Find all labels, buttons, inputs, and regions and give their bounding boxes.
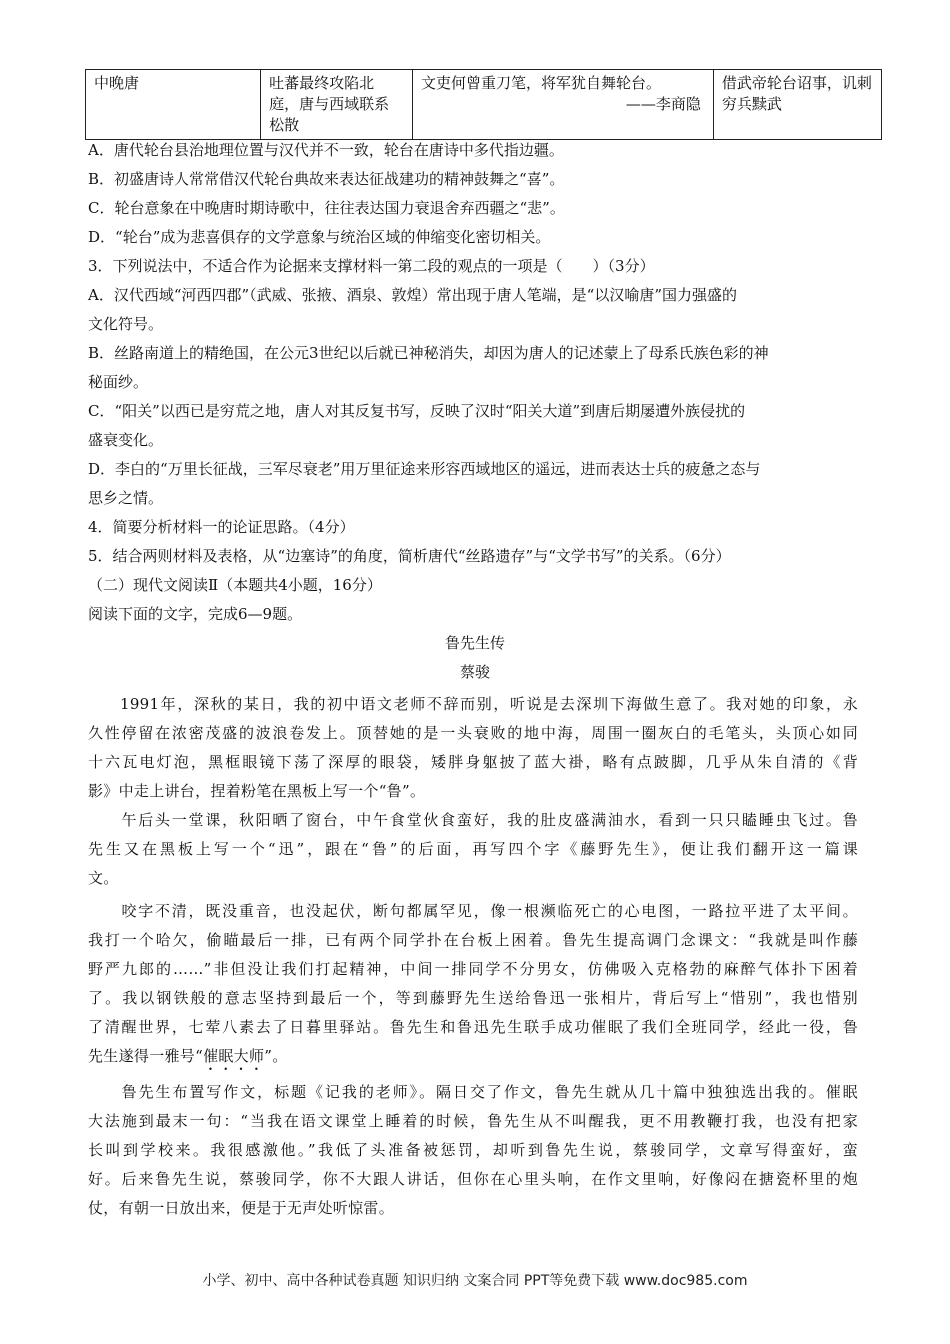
paragraph-line: 文。 — [88, 869, 119, 887]
q4: 4．简要分析材料一的论证思路。（4分） — [88, 518, 355, 536]
q3-option-b: B．丝路南道上的精绝国，在公元3世纪以后就已神秘消失，却因为唐人的记述蒙上了母系氏族色彩的神 — [88, 344, 769, 362]
table-row — [86, 70, 882, 140]
q3-option-a: A．汉代西域“河西四郡”（武威、张掖、酒泉、敦煌）常出现于唐人笔端，是“以汉喻唐”国力强盛的 — [88, 286, 738, 304]
paragraph-line: 1991年，深秋的某日，我的初中语文老师不辞而别，听说是去深圳下海做生意了。我对她的印象，永 — [120, 695, 858, 713]
paragraph-line: 了清醒世界，七荤八素去了日暮里驿站。鲁先生和鲁迅先生联手成功催眠了我们全班同学，经此一役，鲁 — [88, 1018, 858, 1036]
table-cell-period: 中晚唐 — [86, 70, 261, 140]
q3-option-c: C．“阳关”以西已是穷荒之地，唐人对其反复书写，反映了汉时“阳关大道”到唐后期屡遭外族侵扰的 — [88, 402, 746, 420]
q2-option-a: A．唐代轮台县治地理位置与汉代并不一致，轮台在唐诗中多代指边疆。 — [88, 141, 564, 159]
q5: 5．结合两则材料及表格，从“边塞诗”的角度，简析唐代“丝路遗存”与“文学书写”的关系。（6分） — [88, 547, 731, 565]
article-title: 鲁先生传 — [444, 634, 505, 652]
poem-author: ——李商隐 — [625, 95, 701, 113]
paragraph-line: 鲁先生布置写作文，标题《记我的老师》。隔日交了作文，鲁先生就从几十篇中独独选出我的。催眠 — [120, 1083, 858, 1101]
q3-option-b-cont: 秘面纱。 — [88, 373, 149, 391]
paragraph-line: 久性停留在浓密茂盛的波浪卷发上。顶替她的是一头衰败的地中海，周围一圈灰白的毛笔头，头顶心如同 — [88, 724, 858, 742]
q3-option-d-cont: 思乡之情。 — [88, 489, 164, 507]
page-footer: 小学、初中、高中各种试卷真题 知识归纳 文案合同 PPT等免费下载 www.doc985.com — [202, 1273, 748, 1289]
q3-option-c-cont: 盛衰变化。 — [88, 431, 164, 449]
paragraph-line: 十六瓦电灯泡，黑框眼镜下荡了深厚的眼袋，矮胖身躯披了蓝大褂，略有点跛脚，几乎从朱自清的《背 — [88, 753, 858, 771]
article-paragraph-4 — [88, 1078, 858, 1223]
paragraph-line: 长叫到学校来。我很感激他。”我低了头准备被惩罚，却听到鲁先生说，蔡骏同学，文章写得蛮好，蛮 — [88, 1141, 858, 1159]
paragraph-line: 了。我以钢铁般的意志坚持到最后一个，等到藤野先生送给鲁迅一张相片，背后写上“惜别”，我也惜别 — [88, 989, 858, 1007]
q2-option-d: D．“轮台”成为悲喜俱存的文学意象与统治区域的伸缩变化密切相关。 — [88, 228, 551, 246]
q2-option-b: B．初盛唐诗人常常借汉代轮台典故来表达征战建功的精神鼓舞之“喜”。 — [88, 170, 565, 188]
q3-stem: 3．下列说法中，不适合作为论据来支撑材料一第二段的观点的一项是（ ）（3分） — [88, 257, 655, 275]
paragraph-line: 大法施到最末一句：“当我在语文课堂上睡着的时候，鲁先生从不叫醒我，更不用教鞭打我，也没有把家 — [88, 1112, 858, 1130]
article-author: 蔡骏 — [459, 663, 490, 681]
q2-option-c: C．轮台意象在中晚唐时期诗歌中，往往表达国力衰退舍弃西疆之“悲”。 — [88, 199, 565, 217]
article-paragraph-2 — [88, 806, 858, 893]
paragraph-line: 影》中走上讲台，捏着粉笔在黑板上写一个“鲁”。 — [88, 782, 426, 800]
emphasized-nickname: 催眠大师 — [203, 1047, 265, 1065]
article-paragraph-3 — [88, 897, 858, 1071]
paragraph-line: 咬字不清，既没重音，也没起伏，断句都属罕见，像一根濒临死亡的心电图，一路拉平进了太平间。 — [120, 902, 858, 920]
q3-option-d: D．李白的“万里长征战，三军尽衰老”用万里征途来形容西域地区的遥远，进而表达士兵的疲惫之态与 — [88, 460, 761, 478]
section-heading: （二）现代文阅读Ⅱ（本题共4小题，16分） — [88, 576, 382, 594]
table-cell-poem — [413, 70, 714, 140]
paragraph-line: 先生又在黑板上写一个“迅”，跟在“鲁”的后面，再写四个字《藤野先生》，便让我们翻开这一篇课 — [88, 840, 858, 858]
paragraph-line: 野严九郎的……”非但没让我们打起精神，中间一排同学不分男女，仿佛吸入克格勃的麻醉气体扑下困着 — [88, 960, 858, 978]
paragraph-line: 我打一个哈欠，偷瞄最后一排，已有两个同学扑在台板上困着。鲁先生提高调门念课文：“我就是叫作藤 — [88, 931, 858, 949]
paragraph-line: 好。后来鲁先生说，蔡骏同学，你不大跟人讲话，但你在心里头响，在作文里响，好像闷在搪瓷杯里的炮 — [88, 1170, 858, 1188]
article-paragraph-1 — [88, 690, 858, 806]
q3-option-a-cont: 文化符号。 — [88, 315, 164, 333]
paragraph-line: 先生遂得一雅号“催眠大师”。 — [88, 1047, 288, 1065]
instruction: 阅读下面的文字，完成6—9题。 — [88, 605, 303, 623]
table-cell-event: 吐蕃最终攻陷北庭，唐与西域联系松散 — [261, 70, 413, 140]
paragraph-line: 仗，有朝一日放出来，便是于无声处听惊雷。 — [88, 1199, 395, 1217]
table-cell-note: 借武帝轮台诏事，讥刺穷兵黩武 — [713, 70, 881, 140]
poem-line: 文吏何曾重刀笔，将军犹自舞轮台。 — [421, 74, 662, 92]
paragraph-line: 午后头一堂课，秋阳晒了窗台，中午食堂伙食蛮好，我的肚皮盛满油水，看到一只只瞌睡虫飞过。鲁 — [120, 811, 858, 829]
poetry-table — [85, 69, 882, 140]
